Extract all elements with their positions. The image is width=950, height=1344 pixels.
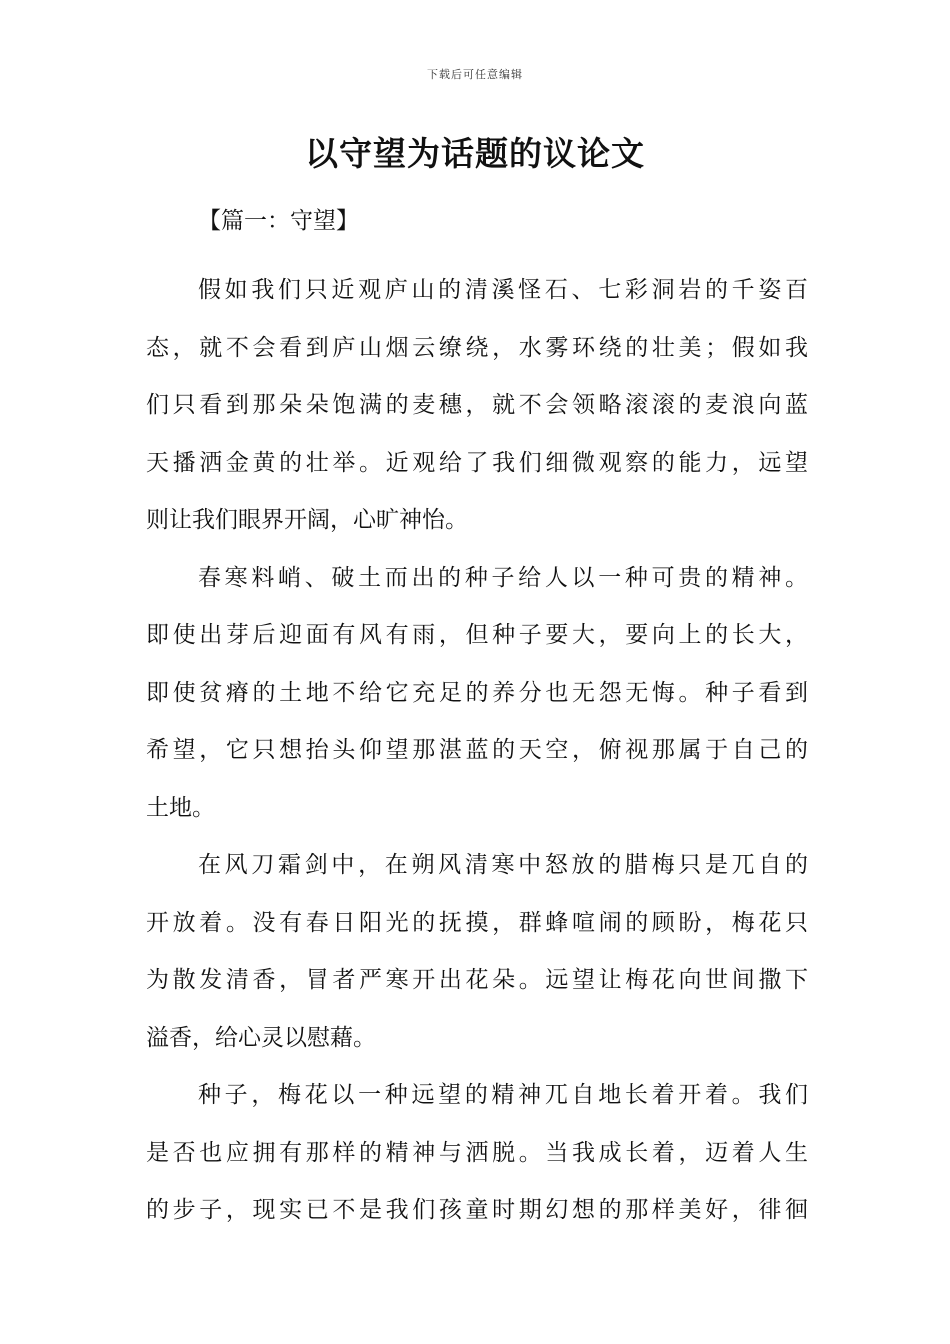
text-line: 们只看到那朵朵饱满的麦穗，就不会领略滚滚的麦浪向蓝 xyxy=(146,392,808,418)
text-line: 即使出芽后迎面有风有雨，但种子要大，要向上的长大， xyxy=(146,622,808,648)
text-line: 希望，它只想抬头仰望那湛蓝的天空，俯视那属于自己的 xyxy=(146,737,808,763)
text-line: 种子，梅花以一种远望的精神兀自地长着开着。我们 xyxy=(198,1082,808,1108)
header-note: 下载后可任意编辑 xyxy=(427,68,523,81)
paragraph xyxy=(146,1067,808,1240)
text-line: 溢香，给心灵以慰藉。 xyxy=(146,1024,376,1051)
text-line: 假如我们只近观庐山的清溪怪石、七彩洞岩的千姿百 xyxy=(198,277,808,303)
text-line: 态，就不会看到庐山烟云缭绕，水雾环绕的壮美；假如我 xyxy=(146,334,808,361)
text-line: 天播洒金黄的壮举。近观给了我们细微观察的能力，远望 xyxy=(146,449,808,476)
text-line: 即使贫瘠的土地不给它充足的养分也无怨无悔。种子看到 xyxy=(146,679,808,706)
text-line: 春寒料峭、破土而出的种子给人以一种可贵的精神。 xyxy=(198,564,808,591)
text-line: 土地。 xyxy=(146,794,215,821)
document-title: 以守望为话题的议论文 xyxy=(305,134,645,173)
paragraph xyxy=(146,550,808,838)
paragraph xyxy=(146,262,808,550)
article-body xyxy=(146,262,808,1240)
text-line: 开放着。没有春日阳光的抚摸，群蜂喧闹的顾盼，梅花只 xyxy=(146,909,808,936)
text-line: 的步子，现实已不是我们孩童时期幻想的那样美好，徘徊 xyxy=(146,1197,808,1223)
text-line: 是否也应拥有那样的精神与洒脱。当我成长着，迈着人生 xyxy=(146,1139,808,1166)
text-line: 则让我们眼界开阔，心旷神怡。 xyxy=(146,507,468,533)
section-heading: 【篇一：守望】 xyxy=(198,208,359,234)
text-line: 为散发清香，冒者严寒开出花朵。远望让梅花向世间撒下 xyxy=(146,967,808,993)
paragraph xyxy=(146,837,808,1067)
text-line: 在风刀霜剑中，在朔风清寒中怒放的腊梅只是兀自的 xyxy=(198,852,808,878)
